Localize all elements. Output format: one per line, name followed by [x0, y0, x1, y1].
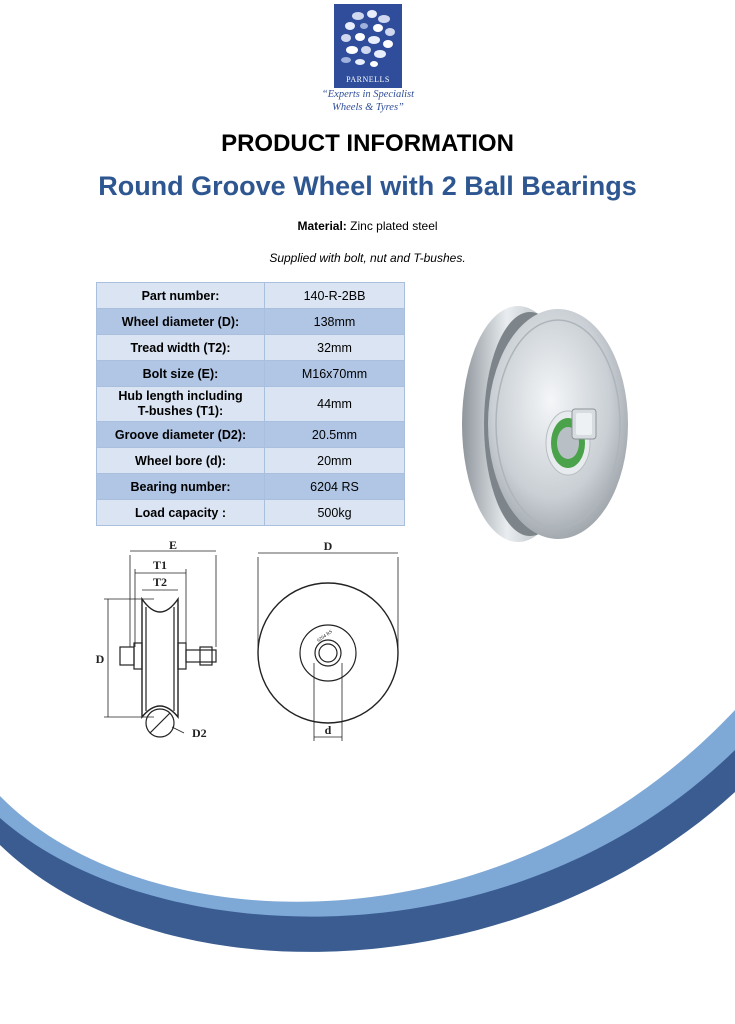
- spec-value: M16x70mm: [265, 361, 405, 387]
- spec-value: 500kg: [265, 500, 405, 526]
- page-title: PRODUCT INFORMATION: [221, 130, 514, 157]
- label-E: E: [168, 538, 178, 552]
- table-row: [97, 422, 405, 448]
- spec-label: Wheel diameter (D):: [97, 309, 265, 335]
- table-row: [97, 387, 405, 422]
- spec-value: 6204 RS: [265, 474, 405, 500]
- spec-label: Bearing number:: [97, 474, 265, 500]
- tagline: [290, 88, 446, 114]
- spec-label: Bolt size (E):: [97, 361, 265, 387]
- decorative-wave-footer: [0, 700, 735, 1024]
- spec-label: Wheel bore (d):: [97, 448, 265, 474]
- spec-label: Tread width (T2):: [97, 335, 265, 361]
- spec-value: 32mm: [265, 335, 405, 361]
- bearing-marking: 6204 RS: [316, 629, 334, 644]
- spec-value: 20.5mm: [265, 422, 405, 448]
- table-row: [97, 309, 405, 335]
- spec-label-line-2: T-bushes (T1):: [137, 404, 224, 418]
- label-D-front: D: [323, 539, 333, 553]
- label-d: d: [324, 723, 332, 737]
- spec-label: [97, 387, 265, 422]
- spec-value: 138mm: [265, 309, 405, 335]
- spec-value: 140-R-2BB: [265, 283, 405, 309]
- wheel-product-image: [458, 303, 633, 545]
- label-D-side: D: [95, 652, 105, 666]
- logo-pebbles-graphic: [334, 4, 402, 74]
- table-row: [97, 335, 405, 361]
- material-line: [0, 219, 735, 233]
- table-row: [97, 474, 405, 500]
- tagline-line-2: Wheels & Tyres”: [332, 102, 404, 113]
- label-T1: T1: [152, 558, 168, 572]
- table-row: [97, 500, 405, 526]
- product-name: Round Groove Wheel with 2 Ball Bearings: [98, 171, 637, 201]
- supplied-note: Supplied with bolt, nut and T-bushes.: [269, 251, 466, 265]
- spec-value: 20mm: [265, 448, 405, 474]
- material-label: Material:: [297, 219, 347, 233]
- table-row: [97, 361, 405, 387]
- spec-label-line-1: Hub length including: [118, 389, 243, 403]
- spec-value: 44mm: [265, 387, 405, 422]
- table-row: [97, 448, 405, 474]
- logo-name: PARNELLS: [346, 75, 390, 84]
- spec-label: Groove diameter (D2):: [97, 422, 265, 448]
- label-T2: T2: [152, 575, 168, 589]
- tagline-line-1: “Experts in Specialist: [321, 89, 415, 100]
- spec-label: Part number:: [97, 283, 265, 309]
- spec-label: Load capacity :: [97, 500, 265, 526]
- spec-table: [96, 282, 405, 526]
- material-value: Zinc plated steel: [350, 219, 438, 233]
- company-logo: [334, 4, 402, 88]
- label-D2: D2: [192, 726, 207, 740]
- table-row: [97, 283, 405, 309]
